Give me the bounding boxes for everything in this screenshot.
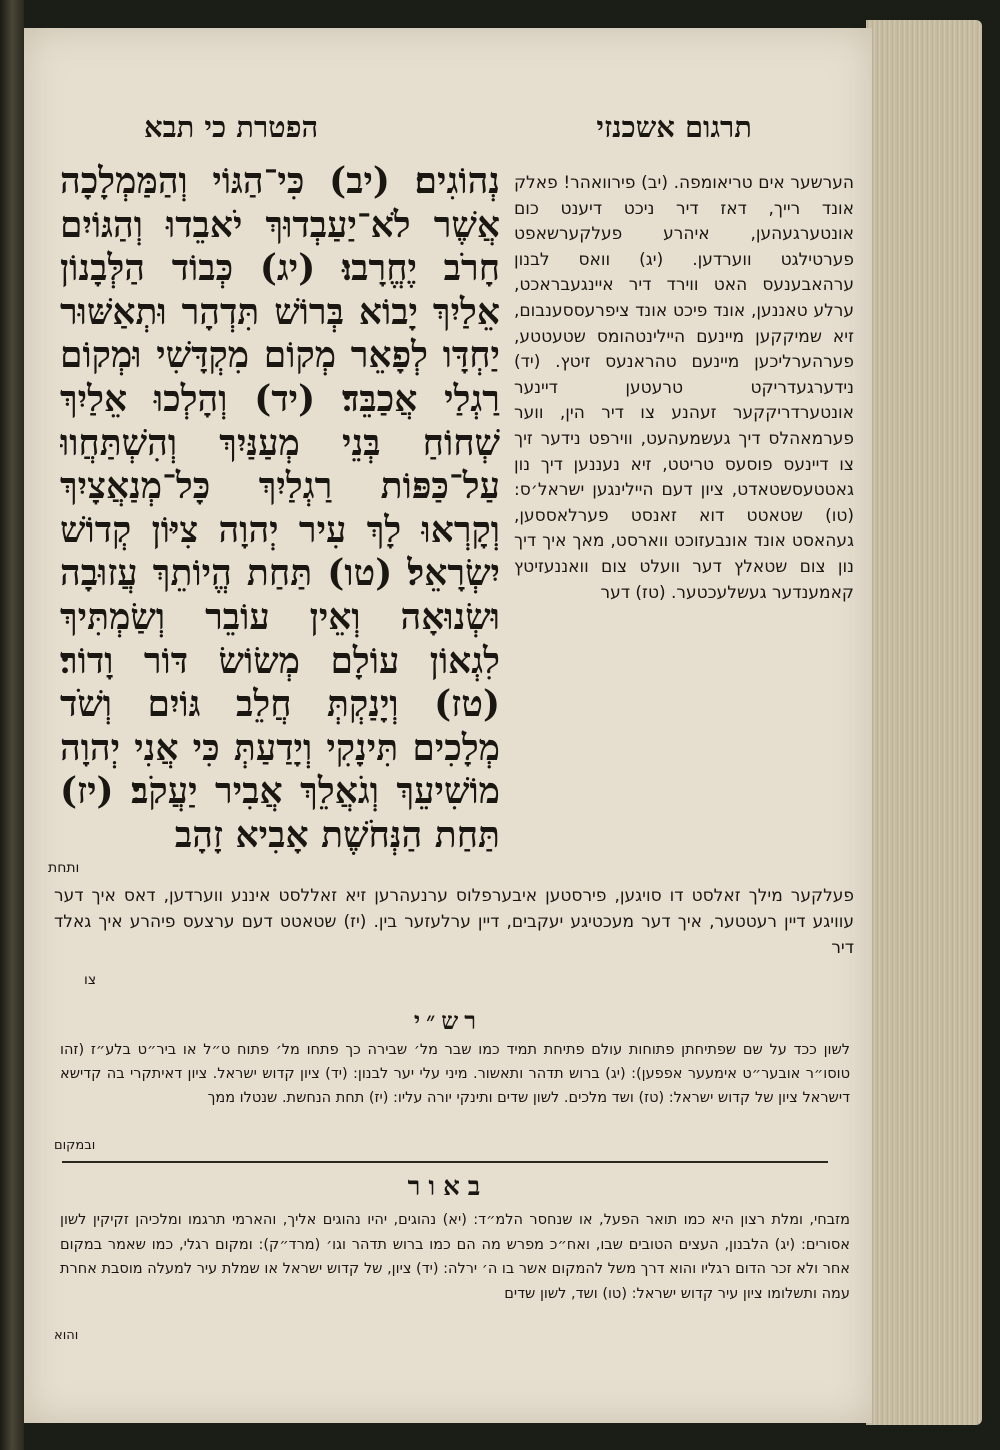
book-page <box>24 28 872 1423</box>
rashi-heading: רש״י <box>413 1006 483 1035</box>
biur-commentary: מזבחי, ומלת רצון היא כמו תואר הפעל, או שנחסר הלמ״ד: (יא) נהוגים, יהיו נהוגים אליך, והארמי תרגמו ומלכיהן זקיקין לשון אסורים: (יג) הלבנון, העצים הטובים שבו, ואח״כ מפרש מה הם כמו ברוש תדהר וגו׳ (מרד״ק): ומקום רגלי, כמו שאמר במקום אחר ולא זכר הדום רגליו והוא דרך משל להמקום אשר בו ה׳ ירלה: (יד) ציון, של קדוש ישראל או שמלת עיר למעלה מוסבת אחרת עמה ותשלומו ציון עיר קדוש ישראל: (טו) ושד, לשון שדים <box>60 1212 850 1302</box>
rashi-commentary: לשון ככד על שם שפתיחתן פתוחות עולם פתיחת תמיד כמו שבר מל׳ שבירה כך פתחו מל׳ פתוח ט״ל או ביר״ט בלע״ז (זהו טוסו״ר אובער״ט אימעער אפפען): (יג) ברוש תדהר ותאשור. מיני עלי יער לבנון: (יד) ציון קדוש ישראל. ציון דאיתקרי בה קדישא דישראל ציון של קדוש ישראל: (טז) ושד מלכים. לשון שדים ותינקי יורה עליו: (יז) תחת הנחשת. שנטלו ממך <box>60 1042 850 1106</box>
running-header-haftarah: הפטרת כי תבא <box>144 110 319 144</box>
main-catchword: ותחת <box>48 860 80 876</box>
german-translation-column: הערשער אים טריאומפה. (יב) פירוואהר! פאלק אונד רייך, דאז דיר ניכט דיענט כום אונטערגעהען, איהרע פעלקערשאפט פערטילגט ווערדען. (יג) וואס לבנון ערהאבענעס האט ווירד דיר איינגעבראכט, ערלע טאננען, אונד פיכט אונד ציפרעססענבום, זיא שמיקקען מיינעם היילינטהומס שטעטטע, פערהערליכען מיינעם טהראנעס זיטץ. (יד) נידערגעדריקט טרעטען דיינער אונטערדריקקער זעהנע צו דיר הין, ווער פערמאהלס דיך געשמעהעט, ווירפט נידער זיך צו דיינעס פוסעס טריטט, זיא נעננען דיך נון גאטטעסשטאדט, ציון דעם היילינגען ישראל׳ס: (טו) שטאטט דוא זאנסט פערלאססען, געהאסט אונד אונבעזוכט ווארסט, מאך איך דיך נון צום שטאלץ דער וועלט צום וואננעזיטץ קאמענדער געשלעכטער. (טז) דער <box>514 173 854 603</box>
section-divider <box>62 1161 828 1163</box>
translation-continuation: פעלקער מילך זאלסט דו סויגען, פירסטען איבערפלוס ערנעהרען זיא זאללסט איננע ווערדען, דאס איך דער עוויגע דיין רעטטער, איך דער מעכטיגע יעקבים, דיין ערלעזער בין. (יז) שטאטט דעם ערצעס פיהרע איך גאלד דיר <box>54 886 854 958</box>
rashi-catchword: ובמקום <box>54 1138 96 1153</box>
adjacent-page-edge <box>0 0 24 1450</box>
running-header-targum: תרגום אשכנזי <box>596 110 752 144</box>
continuation-catchword: צו <box>84 972 97 988</box>
hebrew-main-text: נְהוֹגִים׃ (יב) כִּי־הַגּוֹי וְהַמַּמְלָכָה אֲשֶׁר לֹא־יַעַבְדוּךְ יֹאבֵדוּ וְהַגּוֹיִם חָרֹב יֶחֱרָבוּ׃ (יג) כְּבוֹד הַלְּבָנוֹן אֵלַיִךְ יָבוֹא בְּרוֹשׁ תִּדְהָר וּתְאַשּׁוּר יַחְדָּו לְפָאֵר מְקוֹם מִקְדָּשִׁי וּמְקוֹם רַגְלַי אֲכַבֵּד׃ (יד) וְהָלְכוּ אֵלַיִךְ שְׁחוֹחַ בְּנֵי מְעַנַּיִךְ וְהִשְׁתַּחֲווּ עַל־כַּפּוֹת רַגְלַיִךְ כָּל־מְנַאֲצָיִךְ וְקָרְאוּ לָךְ עִיר יְהוָה צִיּוֹן קְדוֹשׁ יִשְׂרָאֵל׃ (טו) תַּחַת הֱיוֹתֵךְ עֲזוּבָה וּשְׂנוּאָה וְאֵין עוֹבֵר וְשַׂמְתִּיךְ לִגְאוֹן עוֹלָם מְשׂוֹשׂ דּוֹר וָדוֹר׃ (טז) וְיָנַקְתְּ חֲלֵב גּוֹיִם וְשֹׁד מְלָכִים תִּינָקִי וְיָדַעַתְּ כִּי אֲנִי יְהוָה מוֹשִׁיעֵךְ וְגֹאֲלֵךְ אֲבִיר יַעֲקֹב׃ (יז) תַּחַת הַנְּחֹשֶׁת אָבִיא זָהָב <box>60 160 500 856</box>
page-stack-edge <box>866 20 982 1425</box>
biur-heading: באור <box>407 1172 489 1202</box>
biur-catchword: והוא <box>54 1328 79 1343</box>
